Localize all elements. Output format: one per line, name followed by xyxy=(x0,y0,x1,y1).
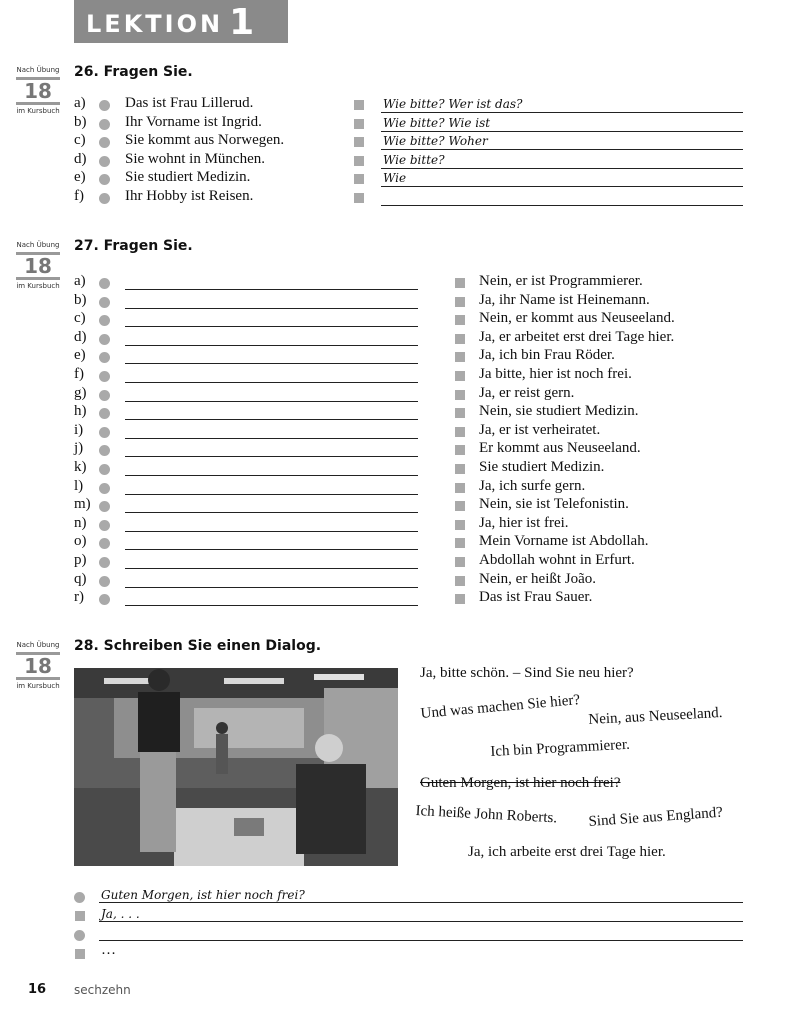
circle-bullet-icon xyxy=(99,100,110,111)
square-bullet-icon xyxy=(354,156,364,166)
circle-bullet-icon xyxy=(99,557,110,568)
answer-text: Ja, ihr Name ist Heinemann. xyxy=(479,291,650,308)
answer-line[interactable] xyxy=(381,131,743,132)
dialog-phrase-6: Ich heiße John Roberts. xyxy=(415,803,558,827)
answer-text: Ja, hier ist frei. xyxy=(479,514,569,531)
square-bullet-icon xyxy=(455,576,465,586)
lektion-number: 1 xyxy=(229,2,255,43)
question-line[interactable] xyxy=(125,531,418,532)
answer-line[interactable] xyxy=(381,205,743,206)
question-line[interactable] xyxy=(125,289,418,290)
item-letter: i) xyxy=(74,421,84,438)
exercise-27-title: 27. Fragen Sie. xyxy=(74,238,193,254)
item-letter: g) xyxy=(74,384,87,401)
question-line[interactable] xyxy=(125,438,418,439)
statement-text: Sie wohnt in München. xyxy=(125,150,265,167)
square-bullet-icon xyxy=(455,334,465,344)
answer-text: Abdollah wohnt in Erfurt. xyxy=(479,552,635,568)
item-letter: d) xyxy=(74,150,87,167)
dialog-phrase-3: Nein, aus Neuseeland. xyxy=(588,704,723,728)
question-line[interactable] xyxy=(125,382,418,383)
item-letter: f) xyxy=(74,188,84,204)
item-letter: b) xyxy=(74,113,87,130)
item-letter: a) xyxy=(74,95,86,111)
question-line[interactable] xyxy=(125,456,418,457)
handwritten-answer: Wie xyxy=(383,171,407,186)
square-bullet-icon xyxy=(354,100,364,110)
answer-line[interactable] xyxy=(381,186,743,187)
square-bullet-icon xyxy=(455,538,465,548)
writing-line[interactable] xyxy=(99,902,743,903)
item-letter: a) xyxy=(74,273,86,289)
circle-bullet-icon xyxy=(99,352,110,363)
answer-text: Nein, er kommt aus Neuseeland. xyxy=(479,310,675,327)
question-line[interactable] xyxy=(125,587,418,588)
circle-bullet-icon xyxy=(99,371,110,382)
question-line[interactable] xyxy=(125,363,418,364)
answer-text: Nein, sie ist Telefonistin. xyxy=(479,496,629,513)
item-letter: r) xyxy=(74,589,84,606)
handwritten-answer: Wie bitte? Woher xyxy=(383,134,488,149)
item-letter: k) xyxy=(74,459,87,475)
answer-line[interactable] xyxy=(381,112,743,113)
item-letter: e) xyxy=(74,169,86,186)
square-bullet-icon xyxy=(455,315,465,325)
handwritten-answer: Wie bitte? xyxy=(383,152,445,167)
kursbuch-badge-28: Nach Übung 18 im Kursbuch xyxy=(16,641,60,690)
lektion-label: LEKTION xyxy=(86,10,224,38)
circle-bullet-icon xyxy=(99,538,110,549)
answer-text: Ja, ich surfe gern. xyxy=(479,477,586,494)
square-bullet-icon xyxy=(455,557,465,567)
question-line[interactable] xyxy=(125,326,418,327)
lektion-title xyxy=(86,2,255,43)
item-letter: q) xyxy=(74,570,87,587)
answer-line[interactable] xyxy=(381,149,743,150)
item-letter: o) xyxy=(74,533,87,550)
dialog-phrase-4: Ich bin Programmierer. xyxy=(490,736,631,760)
question-line[interactable] xyxy=(125,401,418,402)
square-bullet-icon xyxy=(455,278,465,288)
circle-bullet-icon xyxy=(99,193,110,204)
circle-bullet-icon xyxy=(99,334,110,345)
item-letter: f) xyxy=(74,366,84,382)
page-number: 16 xyxy=(28,982,47,997)
question-line[interactable] xyxy=(125,308,418,309)
item-letter: c) xyxy=(74,132,86,149)
circle-bullet-icon xyxy=(99,427,110,438)
circle-bullet-icon xyxy=(99,445,110,456)
square-bullet-icon xyxy=(455,501,465,511)
square-bullet-icon xyxy=(75,949,85,959)
item-letter: n) xyxy=(74,514,87,531)
square-bullet-icon xyxy=(354,119,364,129)
square-bullet-icon xyxy=(75,911,85,921)
circle-bullet-icon xyxy=(99,483,110,494)
circle-bullet-icon xyxy=(99,297,110,308)
answer-text: Ja, er reist gern. xyxy=(479,384,575,401)
question-line[interactable] xyxy=(125,549,418,550)
dialog-phrase-8: Ja, ich arbeite erst drei Tage hier. xyxy=(468,844,666,860)
question-line[interactable] xyxy=(125,345,418,346)
circle-bullet-icon xyxy=(74,892,85,903)
circle-bullet-icon xyxy=(99,315,110,326)
square-bullet-icon xyxy=(354,193,364,203)
question-line[interactable] xyxy=(125,605,418,606)
dialog-line-text: Ja, . . . xyxy=(101,907,140,921)
circle-bullet-icon xyxy=(99,390,110,401)
handwritten-answer: Wie bitte? Wie ist xyxy=(383,115,491,130)
question-line[interactable] xyxy=(125,512,418,513)
answer-text: Nein, er heißt João. xyxy=(479,570,597,587)
circle-bullet-icon xyxy=(99,408,110,419)
answer-text: Sie studiert Medizin. xyxy=(479,459,605,475)
answer-text: Ja bitte, hier ist noch frei. xyxy=(479,366,632,382)
square-bullet-icon xyxy=(455,445,465,455)
circle-bullet-icon xyxy=(99,464,110,475)
answer-text: Nein, er ist Programmierer. xyxy=(479,273,643,289)
square-bullet-icon xyxy=(455,390,465,400)
exercise-26-title: 26. Fragen Sie. xyxy=(74,64,193,80)
kursbuch-badge-27: Nach Übung 18 im Kursbuch xyxy=(16,241,60,290)
square-bullet-icon xyxy=(455,352,465,362)
statement-text: Sie kommt aus Norwegen. xyxy=(125,132,285,149)
circle-bullet-icon xyxy=(99,501,110,512)
square-bullet-icon xyxy=(455,520,465,530)
dialog-phrase-1: Ja, bitte schön. – Sind Sie neu hier? xyxy=(420,665,634,681)
circle-bullet-icon xyxy=(99,576,110,587)
square-bullet-icon xyxy=(455,427,465,437)
cafeteria-photo xyxy=(74,668,398,866)
circle-bullet-icon xyxy=(99,520,110,531)
item-letter: l) xyxy=(74,477,84,494)
square-bullet-icon xyxy=(455,371,465,381)
circle-bullet-icon xyxy=(99,594,110,605)
exercise-28-title: 28. Schreiben Sie einen Dialog. xyxy=(74,638,322,654)
circle-bullet-icon xyxy=(74,930,85,941)
circle-bullet-icon xyxy=(99,119,110,130)
square-bullet-icon xyxy=(455,483,465,493)
circle-bullet-icon xyxy=(99,156,110,167)
answer-text: Mein Vorname ist Abdollah. xyxy=(479,533,649,550)
dialog-line-text: Guten Morgen, ist hier noch frei? xyxy=(101,888,305,902)
square-bullet-icon xyxy=(455,464,465,474)
square-bullet-icon xyxy=(354,137,364,147)
writing-line[interactable] xyxy=(99,940,743,941)
statement-text: Das ist Frau Lillerud. xyxy=(125,95,254,111)
item-letter: e) xyxy=(74,347,86,364)
circle-bullet-icon xyxy=(99,278,110,289)
item-letter: j) xyxy=(74,440,84,457)
answer-text: Nein, sie studiert Medizin. xyxy=(479,403,639,420)
page-number-word: sechzehn xyxy=(74,983,131,997)
item-letter: d) xyxy=(74,328,87,345)
square-bullet-icon xyxy=(455,408,465,418)
dialog-line-text: … xyxy=(101,942,116,958)
answer-text: Das ist Frau Sauer. xyxy=(479,589,593,606)
statement-text: Ihr Vorname ist Ingrid. xyxy=(125,113,262,130)
circle-bullet-icon xyxy=(99,137,110,148)
answer-text: Ja, ich bin Frau Röder. xyxy=(479,347,615,364)
item-letter: b) xyxy=(74,291,87,308)
square-bullet-icon xyxy=(354,174,364,184)
question-line[interactable] xyxy=(125,494,418,495)
item-letter: c) xyxy=(74,310,86,327)
item-letter: h) xyxy=(74,403,87,420)
question-line[interactable] xyxy=(125,419,418,420)
question-line[interactable] xyxy=(125,568,418,569)
circle-bullet-icon xyxy=(99,174,110,185)
statement-text: Ihr Hobby ist Reisen. xyxy=(125,188,254,204)
dialog-phrase-2: Und was machen Sie hier? xyxy=(420,692,581,722)
handwritten-answer: Wie bitte? Wer ist das? xyxy=(383,97,523,111)
item-letter: p) xyxy=(74,552,87,568)
answer-text: Ja, er arbeitet erst drei Tage hier. xyxy=(479,328,675,345)
answer-text: Ja, er ist verheiratet. xyxy=(479,421,601,438)
answer-text: Er kommt aus Neuseeland. xyxy=(479,440,641,457)
square-bullet-icon xyxy=(455,594,465,604)
question-line[interactable] xyxy=(125,475,418,476)
statement-text: Sie studiert Medizin. xyxy=(125,169,251,186)
kursbuch-badge-26: Nach Übung 18 im Kursbuch xyxy=(16,66,60,115)
writing-line[interactable] xyxy=(99,921,743,922)
item-letter: m) xyxy=(74,496,91,513)
dialog-phrase-5-used: Guten Morgen, ist hier noch frei? xyxy=(420,775,621,791)
answer-line[interactable] xyxy=(381,168,743,169)
square-bullet-icon xyxy=(455,297,465,307)
dialog-phrase-7: Sind Sie aus England? xyxy=(588,804,724,830)
